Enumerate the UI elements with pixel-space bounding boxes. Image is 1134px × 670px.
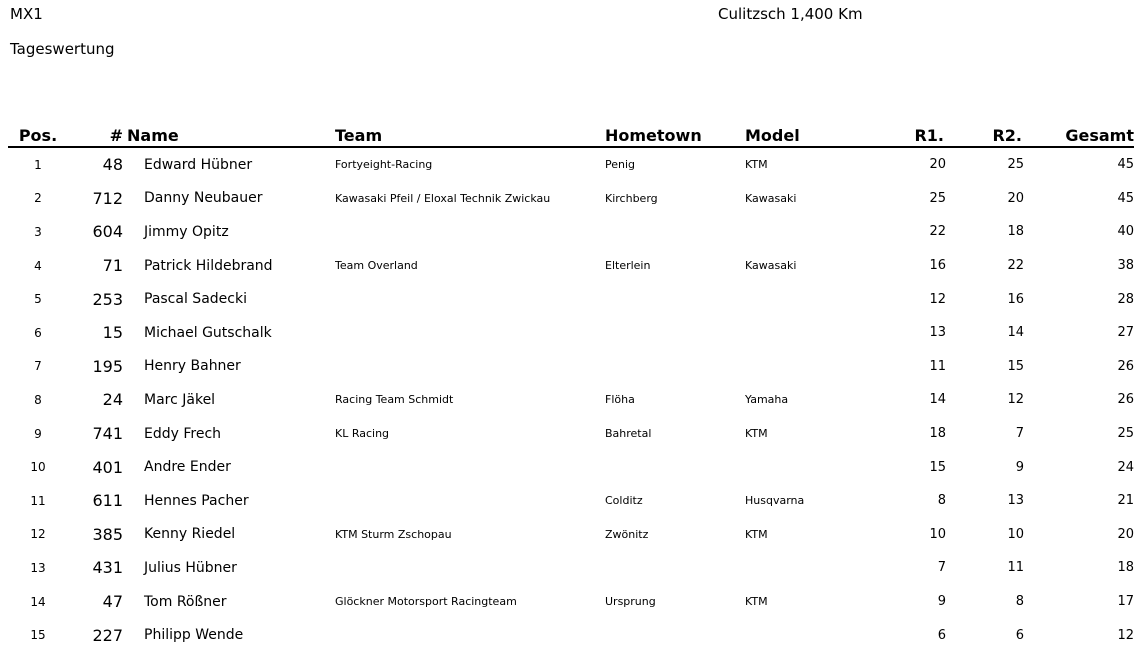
column-header-number: # <box>68 126 124 147</box>
cell-r1: 10 <box>929 526 946 542</box>
cell-model: Husqvarna <box>745 494 805 508</box>
cell-r2: 8 <box>1015 594 1024 610</box>
cell-pos: 5 <box>34 292 42 307</box>
cell-name: Kenny Riedel <box>144 526 236 543</box>
cell-name: Jimmy Opitz <box>144 223 229 240</box>
column-header-r1: R1. <box>870 126 946 147</box>
cell-pos: 4 <box>34 258 42 273</box>
cell-name: Marc Jäkel <box>144 391 216 408</box>
table-row <box>8 282 1134 316</box>
cell-team <box>335 484 605 518</box>
cell-pos: 11 <box>30 493 46 508</box>
cell-pos: 7 <box>34 359 42 374</box>
cell-hometown <box>605 551 745 585</box>
column-header-pos: Pos. <box>8 126 68 147</box>
cell-r2: 13 <box>1007 493 1024 509</box>
table-row <box>8 484 1134 518</box>
cell-team <box>335 316 605 350</box>
cell-number: 253 <box>92 289 123 309</box>
cell-model: Kawasaki <box>745 259 797 273</box>
cell-r2: 16 <box>1007 291 1024 307</box>
cell-number: 24 <box>102 390 123 410</box>
cell-model: KTM <box>745 158 768 172</box>
cell-hometown <box>605 316 745 350</box>
cell-team: Racing Team Schmidt <box>335 393 454 407</box>
cell-pos: 14 <box>30 594 46 609</box>
cell-r1: 16 <box>929 258 946 274</box>
cell-hometown: Zwönitz <box>605 527 649 541</box>
cell-number: 195 <box>92 356 123 376</box>
cell-pos: 13 <box>30 560 46 575</box>
cell-team: KL Racing <box>335 427 390 441</box>
cell-r2: 11 <box>1007 560 1024 576</box>
cell-team <box>335 618 605 652</box>
cell-r2: 20 <box>1007 190 1024 206</box>
cell-hometown: Kirchberg <box>605 191 658 205</box>
cell-team <box>335 350 605 384</box>
cell-total: 24 <box>1117 459 1134 475</box>
cell-number: 385 <box>92 524 123 544</box>
table-row <box>8 215 1134 249</box>
cell-total: 38 <box>1117 258 1134 274</box>
cell-r2: 25 <box>1007 157 1024 173</box>
cell-model <box>745 618 870 652</box>
table-row <box>8 350 1134 384</box>
cell-total: 21 <box>1117 493 1134 509</box>
cell-team <box>335 282 605 316</box>
cell-number: 47 <box>102 592 123 612</box>
cell-pos: 10 <box>30 460 46 475</box>
column-header-name: Name <box>124 126 335 147</box>
cell-number: 71 <box>102 256 123 276</box>
cell-total: 26 <box>1117 358 1134 374</box>
cell-hometown: Flöha <box>605 393 635 407</box>
cell-hometown <box>605 215 745 249</box>
cell-model <box>745 316 870 350</box>
cell-model: KTM <box>745 527 768 541</box>
table-row <box>8 147 1134 182</box>
cell-pos: 2 <box>34 191 42 206</box>
table-row <box>8 316 1134 350</box>
cell-pos: 12 <box>30 527 46 542</box>
column-header-model: Model <box>745 126 870 147</box>
results-table <box>8 126 1134 652</box>
cell-number: 741 <box>92 424 123 444</box>
cell-number: 401 <box>92 457 123 477</box>
cell-hometown <box>605 618 745 652</box>
cell-model: KTM <box>745 427 768 441</box>
venue-label: Culitzsch 1,400 Km <box>718 5 863 23</box>
cell-r1: 15 <box>929 459 946 475</box>
cell-r1: 9 <box>937 594 946 610</box>
cell-total: 12 <box>1117 627 1134 643</box>
cell-pos: 9 <box>34 426 42 441</box>
cell-model <box>745 282 870 316</box>
cell-name: Andre Ender <box>144 459 231 476</box>
cell-r1: 6 <box>937 627 946 643</box>
cell-name: Danny Neubauer <box>144 190 263 207</box>
cell-hometown <box>605 282 745 316</box>
cell-total: 25 <box>1117 426 1134 442</box>
table-row <box>8 551 1134 585</box>
column-header-total: Gesamt <box>1024 126 1134 147</box>
cell-team: Fortyeight-Racing <box>335 158 433 172</box>
cell-r1: 14 <box>929 392 946 408</box>
cell-model <box>745 450 870 484</box>
cell-pos: 3 <box>34 224 42 239</box>
cell-name: Eddy Frech <box>144 425 222 442</box>
column-header-r2: R2. <box>946 126 1024 147</box>
cell-r2: 6 <box>1015 627 1024 643</box>
cell-pos: 1 <box>34 157 42 172</box>
cell-hometown: Penig <box>605 158 636 172</box>
cell-total: 18 <box>1117 560 1134 576</box>
cell-r2: 15 <box>1007 358 1024 374</box>
cell-name: Hennes Pacher <box>144 492 249 509</box>
cell-number: 227 <box>92 625 123 645</box>
table-row <box>8 182 1134 216</box>
cell-total: 28 <box>1117 291 1134 307</box>
cell-hometown <box>605 350 745 384</box>
cell-hometown <box>605 450 745 484</box>
cell-r1: 20 <box>929 157 946 173</box>
cell-name: Edward Hübner <box>144 156 253 173</box>
cell-total: 27 <box>1117 325 1134 341</box>
table-row <box>8 518 1134 552</box>
class-label: MX1 <box>10 5 43 23</box>
cell-team <box>335 551 605 585</box>
cell-name: Tom Rößner <box>144 593 227 610</box>
cell-pos: 15 <box>30 628 46 643</box>
cell-r2: 9 <box>1015 459 1024 475</box>
cell-team: Team Overland <box>335 259 418 273</box>
cell-r2: 22 <box>1007 258 1024 274</box>
page-subtitle: Tageswertung <box>10 40 115 58</box>
cell-r1: 12 <box>929 291 946 307</box>
cell-r2: 7 <box>1015 426 1024 442</box>
cell-team: Glöckner Motorsport Racingteam <box>335 595 517 609</box>
cell-total: 20 <box>1117 526 1134 542</box>
cell-name: Henry Bahner <box>144 358 241 375</box>
cell-team: Kawasaki Pfeil / Eloxal Technik Zwickau <box>335 191 551 205</box>
cell-number: 431 <box>92 558 123 578</box>
results-body <box>8 147 1134 652</box>
table-row <box>8 585 1134 619</box>
cell-number: 48 <box>102 155 123 175</box>
table-header-row <box>8 126 1134 147</box>
table-row <box>8 618 1134 652</box>
cell-hometown: Ursprung <box>605 595 656 609</box>
cell-total: 26 <box>1117 392 1134 408</box>
cell-name: Pascal Sadecki <box>144 291 247 308</box>
cell-name: Julius Hübner <box>144 559 237 576</box>
cell-r1: 11 <box>929 358 946 374</box>
cell-r1: 7 <box>937 560 946 576</box>
cell-total: 45 <box>1117 190 1134 206</box>
column-header-hometown: Hometown <box>605 126 745 147</box>
cell-number: 15 <box>102 323 123 343</box>
cell-total: 17 <box>1117 594 1134 610</box>
cell-name: Michael Gutschalk <box>144 324 272 341</box>
cell-pos: 8 <box>34 392 42 407</box>
cell-r1: 18 <box>929 426 946 442</box>
table-row <box>8 417 1134 451</box>
cell-name: Philipp Wende <box>144 627 244 644</box>
table-row <box>8 450 1134 484</box>
cell-r2: 18 <box>1007 224 1024 240</box>
cell-model: Kawasaki <box>745 191 797 205</box>
cell-team <box>335 215 605 249</box>
cell-hometown: Colditz <box>605 494 643 508</box>
cell-r2: 10 <box>1007 526 1024 542</box>
cell-pos: 6 <box>34 325 42 340</box>
table-row <box>8 249 1134 283</box>
cell-model: KTM <box>745 595 768 609</box>
cell-hometown: Elterlein <box>605 259 651 273</box>
cell-hometown: Bahretal <box>605 427 652 441</box>
cell-model: Yamaha <box>745 393 789 407</box>
cell-model <box>745 551 870 585</box>
cell-number: 712 <box>92 188 123 208</box>
cell-r1: 25 <box>929 190 946 206</box>
cell-r1: 8 <box>937 493 946 509</box>
table-row <box>8 383 1134 417</box>
cell-r2: 12 <box>1007 392 1024 408</box>
cell-model <box>745 350 870 384</box>
cell-total: 40 <box>1117 224 1134 240</box>
cell-r2: 14 <box>1007 325 1024 341</box>
cell-model <box>745 215 870 249</box>
cell-number: 604 <box>92 222 123 242</box>
cell-team <box>335 450 605 484</box>
column-header-team: Team <box>335 126 605 147</box>
cell-number: 611 <box>92 491 123 511</box>
cell-total: 45 <box>1117 157 1134 173</box>
cell-r1: 22 <box>929 224 946 240</box>
cell-r1: 13 <box>929 325 946 341</box>
cell-name: Patrick Hildebrand <box>144 257 273 274</box>
cell-team: KTM Sturm Zschopau <box>335 527 452 541</box>
